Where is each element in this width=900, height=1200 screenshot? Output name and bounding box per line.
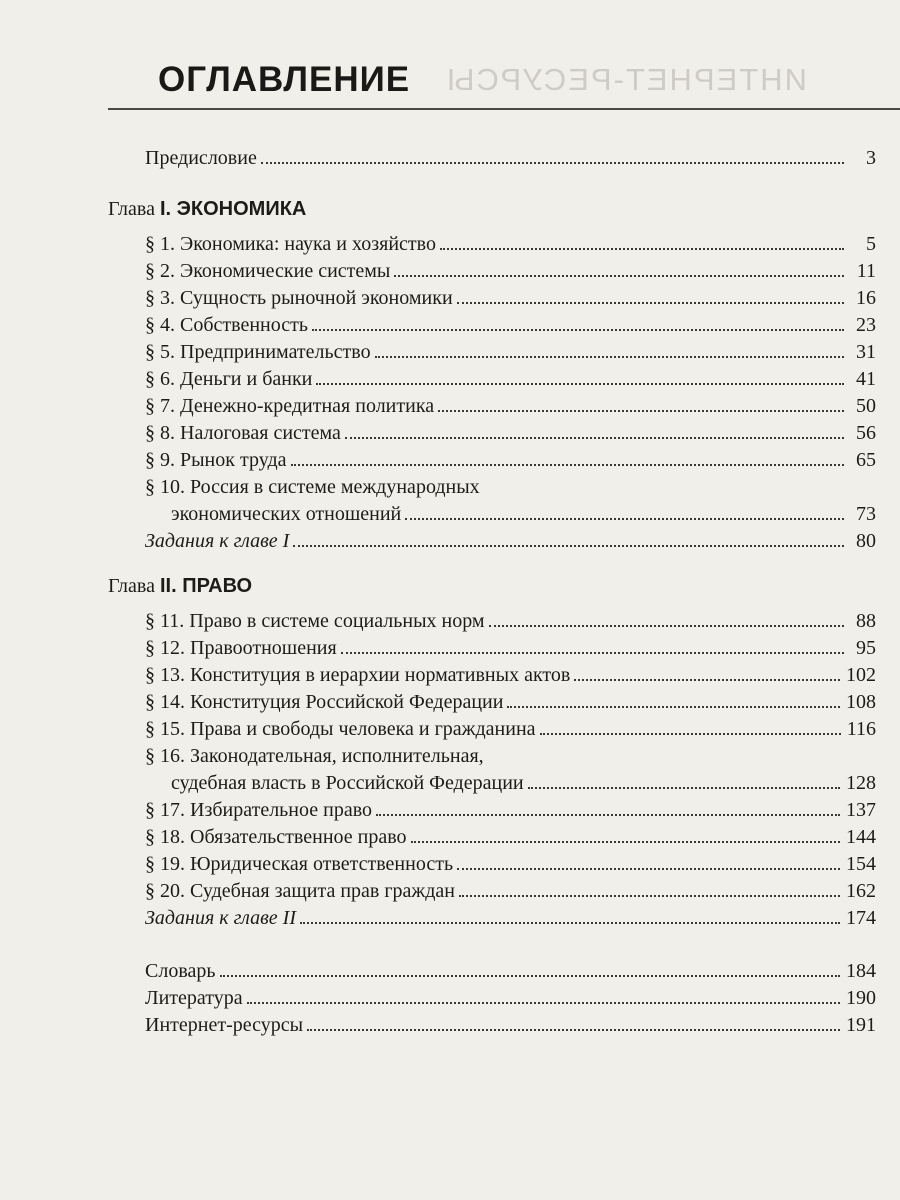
toc-entry[interactable] <box>145 824 876 850</box>
dot-leader <box>457 302 844 304</box>
toc-entry[interactable] <box>145 312 876 338</box>
chapter-numeral: I. <box>159 198 172 220</box>
toc-entry[interactable] <box>145 716 876 742</box>
toc-entry-page: 154 <box>846 853 876 875</box>
toc-entry-label: § 17. Избирательное право <box>145 799 373 821</box>
dot-leader <box>440 248 844 250</box>
toc-entry-label: § 18. Обязательственное право <box>145 826 407 848</box>
toc-entry-16-line1[interactable]: § 16. Законодательная, исполнительная, <box>145 745 484 767</box>
toc-entry-page: 174 <box>846 907 876 929</box>
dot-leader <box>316 383 844 385</box>
toc-entry-label: § 7. Денежно-кредитная политика <box>145 395 435 417</box>
toc-entry[interactable] <box>145 608 876 634</box>
dot-leader <box>220 975 841 977</box>
toc-entry-page: 11 <box>856 260 876 282</box>
toc-entry[interactable] <box>145 689 876 715</box>
toc-entry-page: 16 <box>856 287 876 309</box>
dot-leader <box>300 922 840 924</box>
title-rule <box>108 108 900 110</box>
dot-leader <box>540 733 841 735</box>
dot-leader <box>375 356 844 358</box>
toc-entry-label: § 4. Собственность <box>145 314 308 336</box>
toc-entry-page: 73 <box>856 503 876 525</box>
toc-entry-label: § 3. Сущность рыночной экономики <box>145 287 453 309</box>
toc-entry-page: 65 <box>856 449 876 471</box>
toc-entry-page: 3 <box>866 147 876 169</box>
toc-entry[interactable] <box>145 285 876 311</box>
toc-entry-page: 50 <box>856 395 876 417</box>
toc-entry-label: Словарь <box>145 960 216 982</box>
toc-entry-page: 162 <box>846 880 876 902</box>
toc-entry[interactable] <box>145 878 876 904</box>
dot-leader <box>507 706 840 708</box>
toc-entry-page: 56 <box>856 422 876 444</box>
dot-leader <box>438 410 844 412</box>
toc-entry-page: 95 <box>856 637 876 659</box>
toc-entry-label: § 14. Конституция Российской Федерации <box>145 691 504 713</box>
chapter-name: ПРАВО <box>176 575 253 597</box>
toc-entry-label: § 6. Деньги и банки <box>145 368 313 390</box>
dot-leader <box>457 868 840 870</box>
toc-entry-label: судебная власть в Российской Федерации <box>171 772 524 794</box>
dot-leader <box>459 895 840 897</box>
toc-entry-label: Задания к главе I <box>145 530 290 552</box>
dot-leader <box>293 545 844 547</box>
dot-leader <box>528 787 840 789</box>
dot-leader <box>312 329 844 331</box>
toc-entry-page: 116 <box>846 718 876 740</box>
dot-leader <box>341 652 844 654</box>
toc-entry-page: 5 <box>866 233 876 255</box>
toc-entry-page: 88 <box>856 610 876 632</box>
toc-entry[interactable] <box>145 635 876 661</box>
toc-entry-page: 144 <box>846 826 876 848</box>
toc-entry-label: § 5. Предпринимательство <box>145 341 371 363</box>
bleed-through-heading: ИНТЕРНЕТ-РЕСУРСЫ <box>445 62 807 97</box>
toc-entry-label: Задания к главе II <box>145 907 296 929</box>
dot-leader <box>307 1029 840 1031</box>
chapter-prefix: Глава <box>108 575 160 597</box>
toc-entry-label: Предисловие <box>145 147 257 169</box>
dot-leader <box>291 464 845 466</box>
toc-entry[interactable] <box>145 662 876 688</box>
dot-leader <box>247 1002 840 1004</box>
toc-entry[interactable] <box>145 339 876 365</box>
toc-entry[interactable] <box>145 447 876 473</box>
toc-entry-label: § 1. Экономика: наука и хозяйство <box>145 233 436 255</box>
toc-entry-page: 108 <box>846 691 876 713</box>
toc-entry-label: § 12. Правоотношения <box>145 637 337 659</box>
toc-entry-label: § 11. Право в системе социальных норм <box>145 610 485 632</box>
toc-entry-label: § 13. Конституция в иерархии нормативных актов <box>145 664 571 686</box>
toc-entry-page: 191 <box>846 1014 876 1036</box>
chapter-numeral: II. <box>159 575 177 597</box>
toc-entry-tasks-2[interactable] <box>145 905 876 931</box>
dot-leader <box>489 625 844 627</box>
toc-entry-label: § 15. Права и свободы человека и гражданина <box>145 718 536 740</box>
toc-entry[interactable] <box>145 231 876 257</box>
toc-entry-page: 80 <box>856 530 876 552</box>
toc-entry-label: § 2. Экономические системы <box>145 260 391 282</box>
toc-entry-internet-resources[interactable] <box>145 1012 876 1038</box>
toc-entry-page: 31 <box>856 341 876 363</box>
toc-entry-page: 137 <box>846 799 876 821</box>
toc-entry-page: 190 <box>846 987 876 1009</box>
toc-entry-page: 102 <box>846 664 876 686</box>
toc-entry-label: § 20. Судебная защита прав граждан <box>145 880 456 902</box>
dot-leader <box>405 518 844 520</box>
toc-entry-literature[interactable] <box>145 985 876 1011</box>
dot-leader <box>574 679 840 681</box>
toc-entry-16[interactable] <box>171 770 876 796</box>
toc-entry-10-line1[interactable]: § 10. Россия в системе международных <box>145 476 480 498</box>
toc-entry-label: § 9. Рынок труда <box>145 449 287 471</box>
toc-entry-label: § 19. Юридическая ответственность <box>145 853 454 875</box>
toc-entry-10[interactable] <box>171 501 876 527</box>
toc-entry-tasks-1[interactable] <box>145 528 876 554</box>
dot-leader <box>394 275 844 277</box>
toc-entry[interactable] <box>145 797 876 823</box>
chapter-heading-economics <box>108 196 306 222</box>
toc-entry-page: 23 <box>856 314 876 336</box>
toc-entry-page: 184 <box>846 960 876 982</box>
toc-entry-label: Литература <box>145 987 243 1009</box>
toc-entry[interactable] <box>145 851 876 877</box>
dot-leader <box>376 814 840 816</box>
toc-entry-label: Интернет-ресурсы <box>145 1014 304 1036</box>
page-title: ОГЛАВЛЕНИЕ <box>158 60 411 99</box>
dot-leader <box>411 841 840 843</box>
toc-entry-label: § 8. Налоговая система <box>145 422 341 444</box>
chapter-heading-law <box>108 573 252 599</box>
toc-entry-page: 41 <box>856 368 876 390</box>
toc-entry-page: 128 <box>846 772 876 794</box>
toc-entry[interactable] <box>145 258 876 284</box>
chapter-prefix: Глава <box>108 198 160 220</box>
toc-entry[interactable] <box>145 366 876 392</box>
dot-leader <box>261 162 844 164</box>
toc-entry-label: экономических отношений <box>171 503 402 525</box>
toc-entry-glossary[interactable] <box>145 958 876 984</box>
toc-entry-preface[interactable] <box>145 145 876 171</box>
toc-entry[interactable] <box>145 393 876 419</box>
toc-entry[interactable] <box>145 420 876 446</box>
chapter-name: ЭКОНОМИКА <box>171 198 307 220</box>
dot-leader <box>345 437 844 439</box>
